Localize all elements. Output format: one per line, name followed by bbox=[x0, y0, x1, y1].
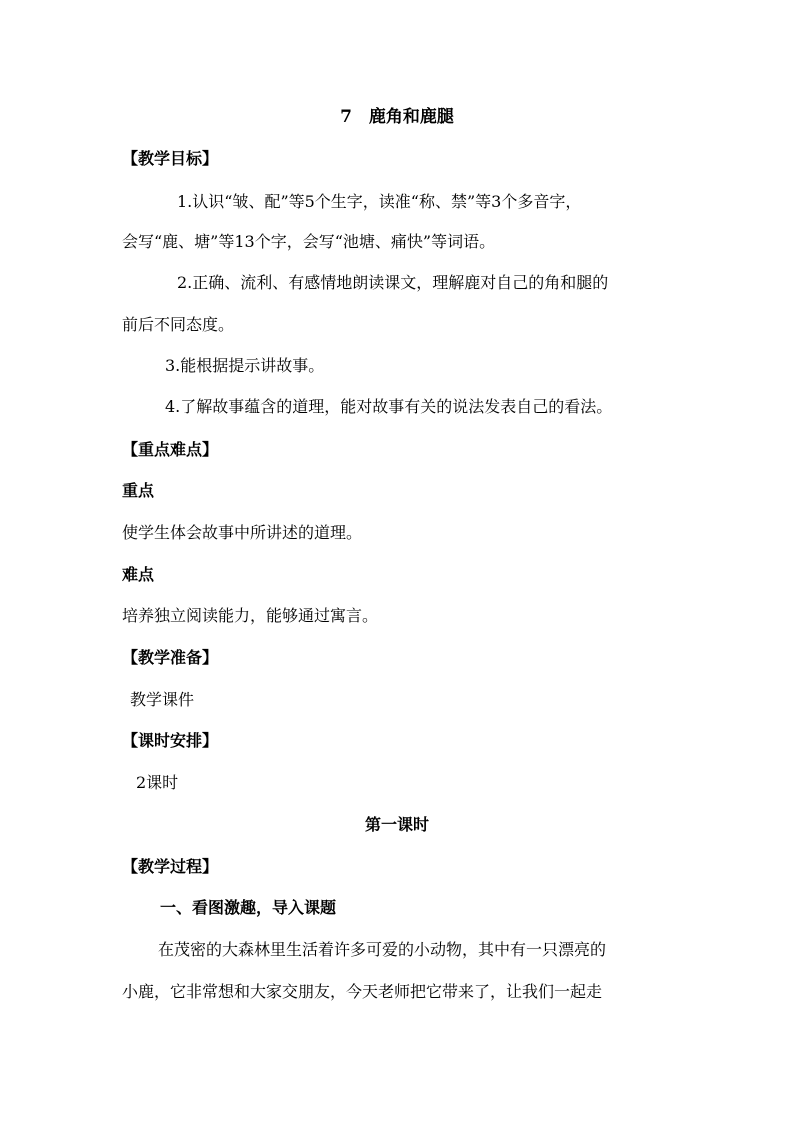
step-1-text-line-1: 在茂密的大森林里生活着许多可爱的小动物，其中有一只漂亮的 bbox=[158, 940, 607, 959]
objective-4: 4.了解故事蕴含的道理，能对故事有关的说法发表自己的看法。 bbox=[165, 397, 613, 416]
objective-1-line-1: 1.认识“皱、配”等5个生字，读准“称、禁”等3个多音字， bbox=[177, 192, 582, 211]
schedule-heading: 【课时安排】 bbox=[122, 731, 219, 750]
difficulty-text: 培养独立阅读能力，能够通过寓言。 bbox=[122, 606, 379, 625]
key-point-text: 使学生体会故事中所讲述的道理。 bbox=[122, 523, 363, 542]
objective-2-line-2: 前后不同态度。 bbox=[122, 315, 235, 334]
objectives-heading: 【教学目标】 bbox=[122, 149, 219, 168]
key-point-label: 重点 bbox=[122, 481, 155, 500]
preparation-text: 教学课件 bbox=[130, 690, 195, 709]
objective-3: 3.能根据提示讲故事。 bbox=[165, 356, 325, 375]
first-lesson-title: 第一课时 bbox=[364, 815, 429, 834]
schedule-text: 2课时 bbox=[136, 773, 179, 792]
objective-1-line-2: 会写“鹿、塘”等13个字，会写“池塘、痛快”等词语。 bbox=[122, 232, 496, 251]
key-points-heading: 【重点难点】 bbox=[122, 440, 219, 459]
step-1-text-line-2: 小鹿，它非常想和大家交朋友，今天老师把它带来了，让我们一起走 bbox=[122, 982, 603, 1001]
preparation-heading: 【教学准备】 bbox=[122, 648, 219, 667]
difficulty-label: 难点 bbox=[122, 565, 155, 584]
objective-2-line-1: 2.正确、流利、有感情地朗读课文，理解鹿对自己的角和腿的 bbox=[177, 273, 609, 292]
lesson-title: 7 鹿角和鹿腿 bbox=[340, 107, 454, 127]
process-heading: 【教学过程】 bbox=[122, 857, 219, 876]
step-1-title: 一、看图激趣，导入课题 bbox=[160, 898, 337, 917]
